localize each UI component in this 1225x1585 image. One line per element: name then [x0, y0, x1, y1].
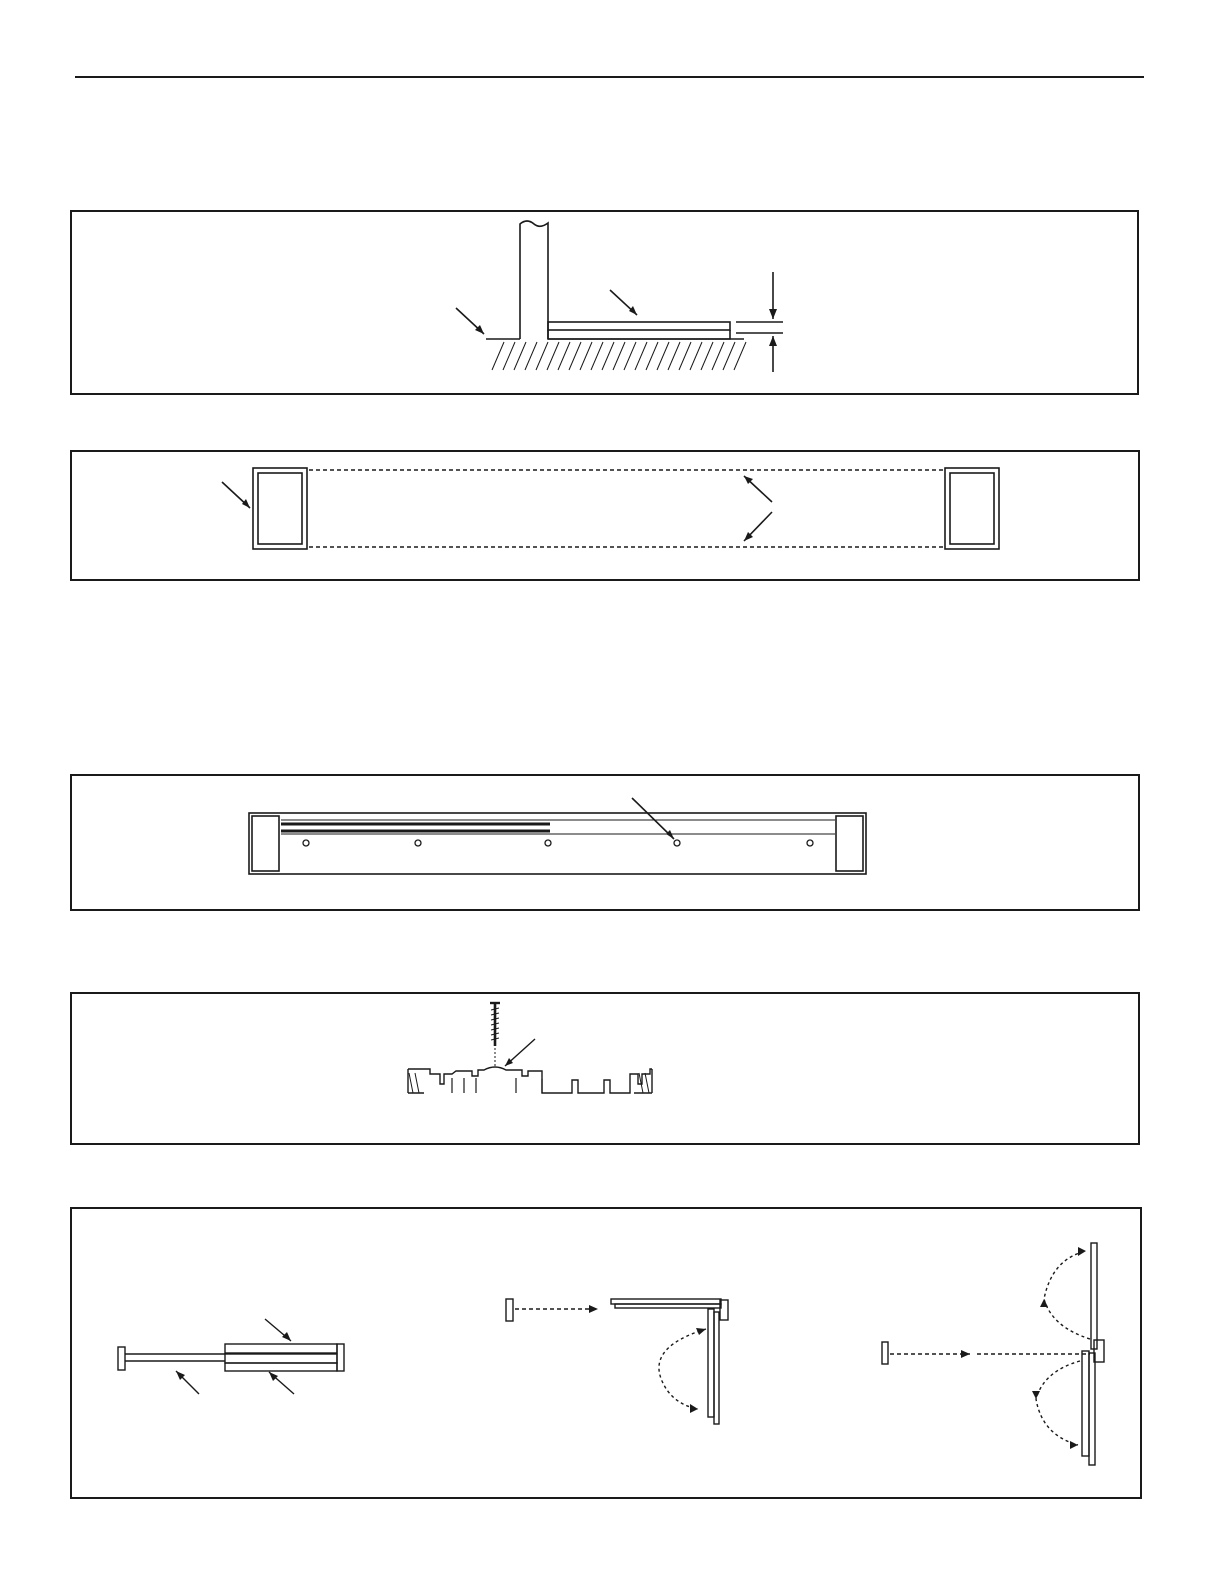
- floor-hatching: [492, 342, 746, 370]
- hatch-line: [547, 342, 559, 370]
- figure-track-profile: [70, 992, 1140, 1145]
- hatch-line: [613, 342, 625, 370]
- panel-down-b: [1089, 1353, 1095, 1465]
- stop-middle: [506, 1299, 513, 1321]
- right-end-cap: [836, 816, 863, 871]
- threshold-section-drawing: [72, 212, 1141, 397]
- dim-extension-lines: [736, 322, 783, 333]
- panel-up-vertical: [1091, 1243, 1097, 1349]
- right-jamb-inner: [950, 473, 994, 544]
- panel-vertical-a: [708, 1309, 714, 1417]
- hatch-line: [591, 342, 603, 370]
- figure-opening-plan: [70, 450, 1140, 581]
- panel-lower: [225, 1363, 337, 1371]
- hatch-line: [558, 342, 570, 370]
- wall-hatching: [409, 1073, 649, 1093]
- threshold-base: [548, 330, 730, 339]
- panel-top-inner: [615, 1304, 721, 1308]
- jamb-profile: [520, 221, 548, 339]
- hatch-line: [492, 342, 504, 370]
- swing-path-up: [1044, 1251, 1090, 1339]
- hatch-line: [569, 342, 581, 370]
- hatch-line: [536, 342, 548, 370]
- swing-path-down: [1036, 1361, 1080, 1445]
- hatch-line: [690, 342, 702, 370]
- mounting-hole: [807, 840, 813, 846]
- threshold-strip: [548, 322, 730, 330]
- header-rule: [75, 76, 1144, 78]
- track-profile-top: [408, 1067, 652, 1093]
- hatch-line: [701, 342, 713, 370]
- hatch-line: [668, 342, 680, 370]
- mounting-hole: [415, 840, 421, 846]
- opening-dashed-lines: [309, 470, 943, 547]
- stop-left: [118, 1347, 125, 1370]
- panel-middle: [225, 1354, 337, 1363]
- hatch-line: [712, 342, 724, 370]
- panel-top-middle: [611, 1299, 721, 1304]
- mounting-hole: [674, 840, 680, 846]
- fold-sequence-drawing: [72, 1209, 1144, 1501]
- hatch-line: [514, 342, 526, 370]
- end-block-left: [337, 1344, 344, 1371]
- track-profile-drawing: [72, 994, 1142, 1147]
- mounting-hole: [303, 840, 309, 846]
- figure-track-holes: [70, 774, 1140, 911]
- right-jamb-outer: [945, 468, 999, 549]
- hatch-line: [679, 342, 691, 370]
- hatch-line: [624, 342, 636, 370]
- figure-fold-sequence: [70, 1207, 1142, 1499]
- swing-path-middle: [659, 1329, 706, 1409]
- figure-threshold-section: [70, 210, 1139, 395]
- left-jamb-inner: [258, 473, 302, 544]
- hatch-line: [723, 342, 735, 370]
- hatch-line: [602, 342, 614, 370]
- track-outline: [249, 813, 866, 874]
- track-dark-channel: [281, 824, 550, 831]
- track-holes-drawing: [72, 776, 1142, 913]
- profile-ribs: [452, 1078, 542, 1093]
- left-jamb-outer: [253, 468, 307, 549]
- left-end-cap: [252, 816, 279, 871]
- opening-plan-drawing: [72, 452, 1142, 583]
- track-bar-left: [125, 1354, 225, 1361]
- panel-upper: [225, 1344, 337, 1353]
- stop-right: [882, 1342, 888, 1364]
- hatch-line: [503, 342, 515, 370]
- hatch-line: [657, 342, 669, 370]
- hatch-line: [525, 342, 537, 370]
- hatch-line: [646, 342, 658, 370]
- hatch-line: [580, 342, 592, 370]
- mounting-hole: [545, 840, 551, 846]
- hatch-line: [635, 342, 647, 370]
- panel-vertical-b: [714, 1312, 719, 1424]
- hatch-line: [734, 342, 746, 370]
- panel-down-a: [1082, 1351, 1089, 1456]
